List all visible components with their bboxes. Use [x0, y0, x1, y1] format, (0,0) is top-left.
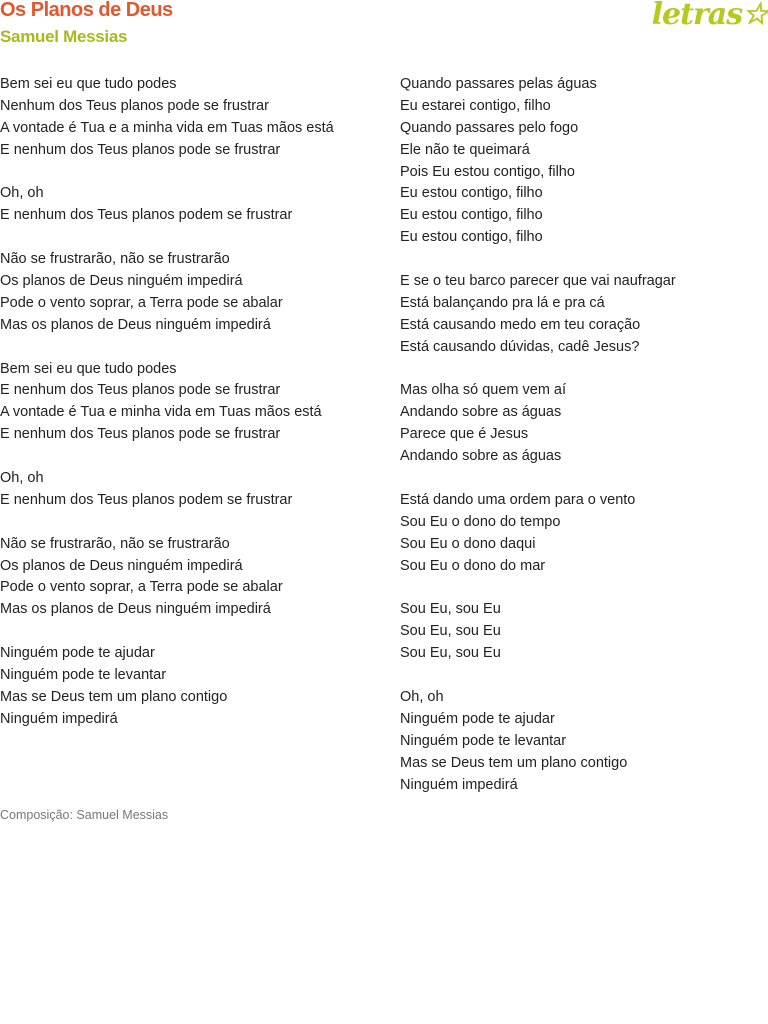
star-icon: ☆ — [742, 0, 768, 32]
stanza — [0, 643, 334, 731]
lyric-line: E nenhum dos Teus planos pode se frustrar — [0, 426, 281, 443]
lyric-line: Mas se Deus tem um plano contigo — [0, 688, 228, 705]
lyric-line: E se o teu barco parecer que vai naufragar — [400, 273, 676, 290]
artist-name[interactable]: Samuel Messias — [0, 27, 128, 46]
lyric-line: Pois Eu estou contigo, filho — [400, 163, 575, 180]
lyric-line: Oh, oh — [0, 185, 44, 202]
lyric-line: Ele não te queimará — [400, 141, 530, 158]
lyric-line: Está balançando pra lá e pra cá — [400, 294, 605, 311]
lyric-line: E nenhum dos Teus planos pode se frustrar — [0, 382, 281, 399]
lyric-line: Oh, oh — [400, 688, 444, 705]
lyric-line: E nenhum dos Teus planos pode se frustrar — [0, 141, 281, 158]
lyric-line: Parece que é Jesus — [400, 426, 529, 443]
lyric-line: Oh, oh — [0, 470, 44, 487]
lyric-line: Pode o vento soprar, a Terra pode se abalar — [0, 579, 283, 596]
lyric-line: Mas os planos de Deus ninguém impedirá — [0, 601, 271, 618]
stanza — [400, 687, 676, 796]
stanza — [400, 490, 676, 578]
lyric-line: Sou Eu o dono do tempo — [400, 513, 561, 530]
lyric-line: Está causando medo em teu coração — [400, 316, 641, 333]
stanza — [0, 359, 334, 447]
lyric-line: Não se frustrarão, não se frustrarão — [0, 251, 230, 268]
stanza — [400, 599, 676, 665]
lyric-line: Sou Eu o dono daqui — [400, 535, 536, 552]
lyric-line: Pode o vento soprar, a Terra pode se abalar — [0, 294, 283, 311]
lyric-line: Eu estou contigo, filho — [400, 207, 543, 224]
lyric-line: Mas os planos de Deus ninguém impedirá — [0, 316, 271, 333]
lyric-line: Sou Eu, sou Eu — [400, 623, 501, 640]
stanza — [0, 74, 334, 162]
lyric-line: Ninguém pode te ajudar — [400, 710, 555, 727]
lyric-line: Ninguém impedirá — [400, 776, 518, 793]
lyric-line: Mas se Deus tem um plano contigo — [400, 754, 628, 771]
lyric-line: Sou Eu, sou Eu — [400, 601, 501, 618]
stanza — [400, 380, 676, 468]
lyric-line: Está dando uma ordem para o vento — [400, 491, 636, 508]
lyric-line: A vontade é Tua e minha vida em Tuas mãos está — [0, 404, 322, 421]
composer-credits: Composição: Samuel Messias — [0, 808, 169, 822]
stanza — [0, 468, 334, 512]
lyric-line: Não se frustrarão, não se frustrarão — [0, 535, 230, 552]
lyrics-column-left — [0, 74, 334, 753]
stanza — [0, 183, 334, 227]
lyric-line: Ninguém pode te ajudar — [0, 645, 155, 662]
lyric-line: Eu estarei contigo, filho — [400, 97, 551, 114]
lyric-line: Está causando dúvidas, cadê Jesus? — [400, 338, 640, 355]
lyric-line: Ninguém pode te levantar — [400, 732, 567, 749]
lyric-line: Ninguém impedirá — [0, 710, 118, 727]
lyric-line: Bem sei eu que tudo podes — [0, 360, 177, 377]
lyric-line: Bem sei eu que tudo podes — [0, 76, 177, 92]
lyric-line: Mas olha só quem vem aí — [400, 382, 567, 399]
stanza — [0, 249, 334, 337]
lyric-line: Os planos de Deus ninguém impedirá — [0, 557, 243, 574]
lyric-line: Os planos de Deus ninguém impedirá — [0, 273, 243, 290]
lyric-line: Eu estou contigo, filho — [400, 185, 543, 202]
lyric-line: Andando sobre as águas — [400, 404, 562, 421]
stanza — [0, 534, 334, 622]
lyric-line: Andando sobre as águas — [400, 448, 562, 465]
lyric-line: E nenhum dos Teus planos podem se frustrar — [0, 207, 293, 224]
lyric-line: Quando passares pelas águas — [400, 76, 597, 92]
lyric-line: Nenhum dos Teus planos pode se frustrar — [0, 97, 269, 114]
lyric-line: Eu estou contigo, filho — [400, 229, 543, 246]
lyric-line: E nenhum dos Teus planos podem se frustrar — [0, 491, 293, 508]
lyric-line: Ninguém pode te levantar — [0, 667, 167, 684]
letras-logo[interactable]: letras☆ — [652, 0, 768, 30]
stanza — [400, 74, 676, 249]
lyrics-column-right — [400, 74, 676, 818]
stanza — [400, 271, 676, 359]
lyric-line: Sou Eu o dono do mar — [400, 557, 546, 574]
lyric-line: A vontade é Tua e a minha vida em Tuas mãos está — [0, 119, 334, 136]
lyric-line: Sou Eu, sou Eu — [400, 645, 501, 662]
lyric-line: Quando passares pelo fogo — [400, 119, 579, 136]
song-title: Os Planos de Deus — [0, 0, 173, 21]
